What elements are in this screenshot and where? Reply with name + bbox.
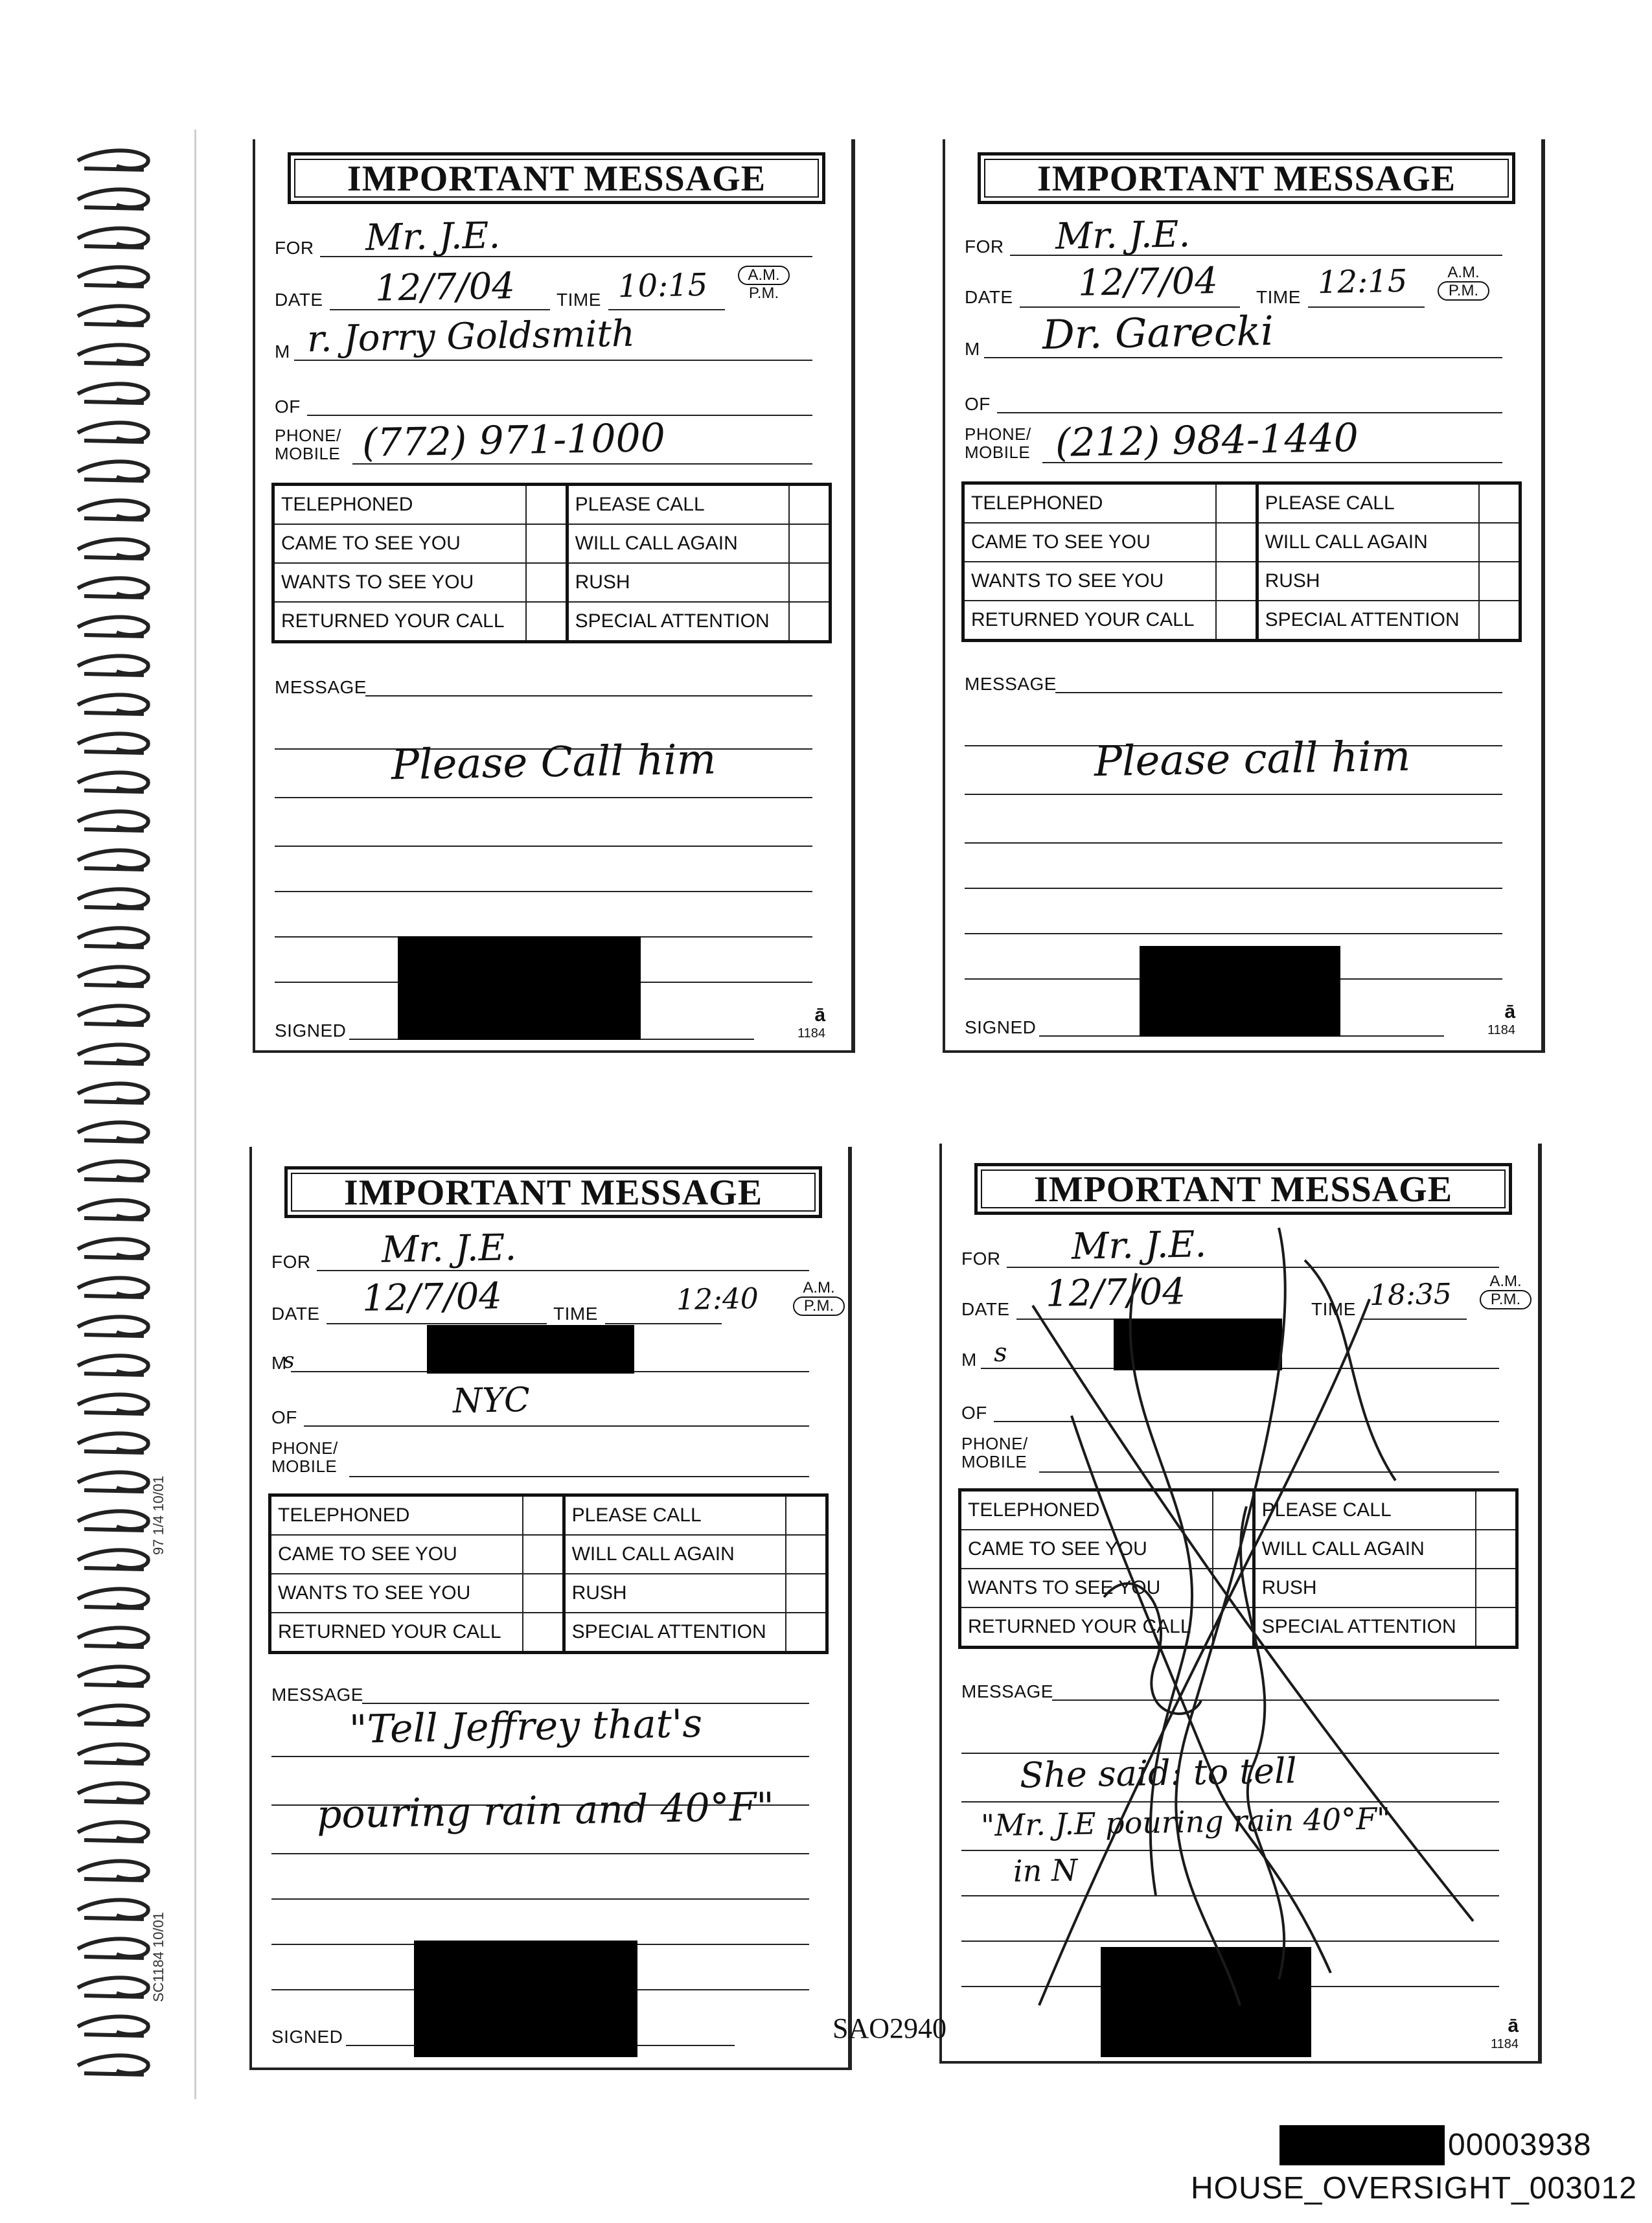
time-value: 12:15 <box>1317 262 1408 301</box>
spiral-coil <box>78 1861 148 1880</box>
redaction-box-name <box>427 1325 634 1374</box>
phone-label: PHONE/ <box>961 1434 1028 1453</box>
spiral-coil <box>78 500 148 520</box>
will-call-again-label: WILL CALL AGAIN <box>567 524 789 563</box>
form-logo-icon: ā <box>1508 2015 1519 2036</box>
wants-to-see-you-label: WANTS TO SEE YOU <box>273 563 526 602</box>
spiral-coil <box>78 1394 148 1414</box>
came-to-see-you-label: CAME TO SEE YOU <box>270 1535 523 1574</box>
for-label: FOR <box>961 1249 1001 1269</box>
please-call-label: PLEASE CALL <box>1254 1490 1476 1530</box>
phone-label: PHONE/ <box>275 426 341 445</box>
spiral-coil <box>78 1161 148 1181</box>
message-text-2: pouring rain and 40°F" <box>316 1784 775 1838</box>
redaction-box <box>1140 946 1340 1037</box>
slip-title: IMPORTANT MESSAGE <box>974 1163 1512 1215</box>
returned-your-call-label: RETURNED YOUR CALL <box>270 1613 523 1653</box>
spiral-coil <box>78 1550 148 1569</box>
am-label: A.M. <box>1489 1273 1522 1290</box>
spiral-coil <box>78 189 148 209</box>
side-print-form-code-2: 97 1/4 10/01 <box>150 1475 166 1555</box>
caller-name: r. Jorry Goldsmith <box>306 312 636 361</box>
for-label: FOR <box>271 1252 311 1272</box>
mobile-label: MOBILE <box>271 1457 338 1476</box>
special-attention-checkbox[interactable] <box>1479 601 1520 641</box>
form-number-text: 1184 <box>797 1026 825 1041</box>
date-value: 12/7/04 <box>1077 260 1219 305</box>
cross-out-scribble <box>942 1144 1538 2051</box>
redaction-box <box>398 936 641 1040</box>
spiral-coil <box>78 267 148 286</box>
came-to-see-you-checkbox[interactable] <box>1216 523 1257 562</box>
form-number <box>1476 1001 1515 1038</box>
spiral-coil <box>78 1705 148 1725</box>
redaction-box-footer <box>1279 2125 1445 2165</box>
returned-your-call-label: RETURNED YOUR CALL <box>963 601 1216 641</box>
am-pm-marker <box>1438 264 1489 301</box>
message-line-4 <box>275 846 812 847</box>
rush-checkbox[interactable] <box>1479 562 1520 601</box>
date-value: 12/7/04 <box>374 265 516 310</box>
spiral-coil <box>78 1666 148 1686</box>
special-attention-checkbox[interactable] <box>786 1613 827 1653</box>
m-label: M <box>271 1353 287 1373</box>
message-label: MESSAGE <box>961 1681 1053 1701</box>
wants-to-see-you-label: WANTS TO SEE YOU <box>270 1574 523 1613</box>
caller-name: Dr. Garecki <box>1042 306 1274 359</box>
message-slip-4 <box>939 1144 1542 2064</box>
special-attention-label: SPECIAL ATTENTION <box>1254 1607 1476 1648</box>
spiral-coil <box>78 928 148 947</box>
slip-title: IMPORTANT MESSAGE <box>288 152 825 204</box>
rush-checkbox[interactable] <box>789 563 831 602</box>
pm-label: P.M. <box>793 1296 845 1316</box>
am-label: A.M. <box>738 266 790 285</box>
spiral-coil <box>78 1900 148 1919</box>
message-line-2 <box>271 1756 809 1757</box>
of-line <box>307 415 812 416</box>
message-line-4 <box>965 842 1502 844</box>
rush-checkbox[interactable] <box>786 1574 827 1613</box>
message-line-1 <box>1055 692 1502 693</box>
phone-label: PHONE/ <box>271 1438 338 1458</box>
phone-label: PHONE/ <box>965 424 1031 444</box>
telephoned-checkbox[interactable] <box>1216 483 1257 524</box>
caller-name-prefix: s <box>993 1337 1007 1368</box>
special-attention-label: SPECIAL ATTENTION <box>1257 601 1479 641</box>
please-call-label: PLEASE CALL <box>567 485 789 525</box>
spiral-coil <box>78 772 148 792</box>
message-line-4 <box>271 1853 809 1854</box>
spiral-coil <box>78 1239 148 1258</box>
date-label: DATE <box>961 1299 1010 1319</box>
telephoned-label: TELEPHONED <box>960 1490 1213 1530</box>
rush-label: RUSH <box>564 1574 786 1613</box>
date-label: DATE <box>275 290 323 310</box>
m-label: M <box>965 339 980 359</box>
message-text-2: "Mr. J.E pouring rain 40°F" <box>980 1801 1391 1843</box>
message-slip-1 <box>253 139 855 1053</box>
will-call-again-checkbox[interactable] <box>789 524 831 563</box>
mobile-label: MOBILE <box>965 443 1031 462</box>
please-call-label: PLEASE CALL <box>1257 483 1479 524</box>
wants-to-see-you-label: WANTS TO SEE YOU <box>963 562 1216 601</box>
form-number-text: 1184 <box>1487 1023 1515 1037</box>
will-call-again-label: WILL CALL AGAIN <box>564 1535 786 1574</box>
wants-to-see-you-checkbox[interactable] <box>523 1574 564 1613</box>
signed-label: SIGNED <box>275 1020 347 1041</box>
telephoned-label: TELEPHONED <box>273 485 526 525</box>
for-value: Mr. J.E. <box>381 1227 517 1271</box>
of-line <box>997 412 1502 413</box>
checkbox-table <box>268 1493 829 1654</box>
spiral-coil <box>78 461 148 481</box>
caller-name-prefix: s <box>282 1347 295 1374</box>
returned-your-call-label: RETURNED YOUR CALL <box>960 1607 1213 1648</box>
rush-label: RUSH <box>1254 1569 1476 1607</box>
pm-label: P.M. <box>1480 1290 1532 1309</box>
pm-label: P.M. <box>748 284 779 302</box>
spiral-coil <box>78 850 148 870</box>
spiral-coil <box>78 617 148 636</box>
of-line <box>304 1425 809 1427</box>
spiral-coil <box>78 1044 148 1064</box>
date-value: 12/7/04 <box>1045 1271 1186 1315</box>
message-label: MESSAGE <box>275 677 367 697</box>
of-label: OF <box>271 1407 297 1427</box>
spiral-coil <box>78 1083 148 1103</box>
time-value: 10:15 <box>617 266 708 305</box>
spiral-coil <box>78 1122 148 1142</box>
please-call-checkbox[interactable] <box>789 485 831 525</box>
message-line-3 <box>965 794 1502 795</box>
spiral-coil <box>78 306 148 325</box>
wants-to-see-you-checkbox[interactable] <box>1216 562 1257 601</box>
please-call-checkbox[interactable] <box>1479 483 1520 524</box>
spiral-coil <box>78 1317 148 1336</box>
signed-label: SIGNED <box>271 2027 343 2047</box>
spiral-coil <box>78 1355 148 1375</box>
message-label: MESSAGE <box>271 1685 363 1705</box>
time-line <box>608 309 725 310</box>
telephoned-checkbox[interactable] <box>526 485 568 525</box>
signed-label: SIGNED <box>965 1017 1037 1037</box>
spiral-coil <box>78 1783 148 1803</box>
wants-to-see-you-checkbox[interactable] <box>526 563 568 602</box>
spiral-coil <box>78 733 148 753</box>
form-logo-icon: ā <box>1504 1001 1515 1022</box>
message-line-1 <box>365 695 812 697</box>
wants-to-see-you-label: WANTS TO SEE YOU <box>960 1569 1213 1607</box>
for-value: Mr. J.E. <box>1055 213 1191 258</box>
message-line-5 <box>271 1898 809 1900</box>
date-label: DATE <box>271 1304 320 1324</box>
for-label: FOR <box>965 236 1004 257</box>
form-number <box>786 1004 825 1041</box>
house-oversight-id: HOUSE_OVERSIGHT_003012 <box>1191 2171 1637 2206</box>
spiral-coil <box>78 811 148 831</box>
spiral-coil <box>78 1278 148 1297</box>
spiral-coil <box>78 1822 148 1841</box>
spiral-coil <box>78 967 148 986</box>
mobile-label: MOBILE <box>961 1452 1027 1471</box>
spiral-coil <box>78 1977 148 1997</box>
checkbox-table <box>961 481 1522 642</box>
spiral-coil <box>78 1589 148 1608</box>
date-label: DATE <box>965 287 1013 307</box>
spiral-coil <box>78 1744 148 1764</box>
for-value: Mr. J.E. <box>1071 1223 1207 1268</box>
side-print-form-code: SC1184 10/01 <box>150 1911 166 2002</box>
page-edge-line <box>194 130 196 2099</box>
special-attention-label: SPECIAL ATTENTION <box>564 1613 786 1653</box>
telephoned-label: TELEPHONED <box>963 483 1216 524</box>
spiral-coil <box>78 2016 148 2036</box>
message-label: MESSAGE <box>965 674 1057 694</box>
returned-your-call-checkbox[interactable] <box>523 1613 564 1653</box>
mobile-label: MOBILE <box>275 444 341 463</box>
of-label: OF <box>965 394 991 414</box>
spiral-coil <box>78 1200 148 1219</box>
message-slip-2 <box>943 139 1545 1053</box>
am-pm-marker <box>738 266 790 302</box>
spiral-coil <box>78 384 148 403</box>
time-label: TIME <box>556 290 601 310</box>
message-line-5 <box>965 888 1502 889</box>
came-to-see-you-label: CAME TO SEE YOU <box>960 1530 1213 1569</box>
slip-title: IMPORTANT MESSAGE <box>284 1166 822 1218</box>
returned-your-call-checkbox[interactable] <box>526 602 568 642</box>
m-label: M <box>275 341 290 362</box>
am-label: A.M. <box>803 1279 835 1296</box>
message-line-3 <box>275 797 812 798</box>
spiral-coil <box>78 228 148 248</box>
will-call-again-label: WILL CALL AGAIN <box>1254 1530 1476 1569</box>
for-value: Mr. J.E. <box>365 214 501 259</box>
date-line <box>330 309 550 310</box>
spiral-coil <box>78 1628 148 1647</box>
am-label: A.M. <box>1447 264 1480 281</box>
spiral-coil <box>78 1939 148 1958</box>
date-value: 12/7/04 <box>361 1275 503 1320</box>
time-line <box>605 1323 722 1324</box>
returned-your-call-checkbox[interactable] <box>1216 601 1257 641</box>
spiral-binding <box>71 143 155 2099</box>
message-text-1: She said: to tell <box>1019 1750 1298 1796</box>
message-slip-3 <box>249 1147 852 2070</box>
returned-your-call-label: RETURNED YOUR CALL <box>273 602 526 642</box>
will-call-again-label: WILL CALL AGAIN <box>1257 523 1479 562</box>
m-label: M <box>961 1350 977 1370</box>
phone-line <box>349 1476 809 1477</box>
of-label: OF <box>275 397 301 417</box>
telephoned-checkbox[interactable] <box>523 1495 564 1536</box>
spiral-coil <box>78 1472 148 1492</box>
came-to-see-you-label: CAME TO SEE YOU <box>963 523 1216 562</box>
time-label: TIME <box>553 1304 598 1324</box>
time-line <box>1308 306 1425 308</box>
spiral-coil <box>78 150 148 170</box>
time-label: TIME <box>1256 287 1301 307</box>
m-line <box>294 360 812 361</box>
message-text-3: in N <box>1013 1852 1078 1889</box>
phone-value: (212) 984-1440 <box>1055 415 1359 466</box>
spiral-coil <box>78 2055 148 2075</box>
special-attention-checkbox[interactable] <box>789 602 831 642</box>
spiral-coil <box>78 578 148 597</box>
form-number-text: 1184 <box>1490 2037 1519 2051</box>
came-to-see-you-label: CAME TO SEE YOU <box>273 524 526 563</box>
time-value: 12:40 <box>676 1282 759 1317</box>
spiral-coil <box>78 1511 148 1530</box>
time-value: 18:35 <box>1369 1277 1452 1313</box>
of-label: OF <box>961 1403 987 1423</box>
message-text-1: "Tell Jeffrey that's <box>349 1701 703 1753</box>
message-text-1: Please Call him <box>391 735 717 790</box>
bates-number: 00003938 <box>1448 2128 1592 2162</box>
spiral-coil <box>78 1433 148 1453</box>
will-call-again-checkbox[interactable] <box>1479 523 1520 562</box>
special-attention-label: SPECIAL ATTENTION <box>567 602 789 642</box>
telephoned-label: TELEPHONED <box>270 1495 523 1536</box>
form-logo-icon: ā <box>814 1004 825 1026</box>
came-to-see-you-checkbox[interactable] <box>523 1535 564 1574</box>
spiral-coil <box>78 695 148 714</box>
spiral-coil <box>78 345 148 364</box>
came-to-see-you-checkbox[interactable] <box>526 524 568 563</box>
message-line-6 <box>965 933 1502 934</box>
time-label: TIME <box>1311 1299 1356 1319</box>
am-pm-marker <box>793 1280 845 1316</box>
spiral-coil <box>78 889 148 908</box>
redaction-box <box>414 1941 637 2057</box>
will-call-again-checkbox[interactable] <box>786 1535 827 1574</box>
center-stamp: SAO2940 <box>832 2012 947 2044</box>
for-label: FOR <box>275 238 314 258</box>
date-line <box>327 1323 547 1324</box>
of-value: NYC <box>452 1380 531 1422</box>
please-call-label: PLEASE CALL <box>564 1495 786 1536</box>
spiral-coil <box>78 1006 148 1025</box>
spiral-coil <box>78 422 148 442</box>
rush-label: RUSH <box>1257 562 1479 601</box>
pm-label: P.M. <box>1438 281 1489 301</box>
message-text-1: Please call him <box>1094 732 1411 787</box>
rush-label: RUSH <box>567 563 789 602</box>
checkbox-table <box>271 483 832 643</box>
spiral-coil <box>78 656 148 675</box>
please-call-checkbox[interactable] <box>786 1495 827 1536</box>
message-line-5 <box>275 891 812 892</box>
spiral-coil <box>78 539 148 559</box>
slip-title: IMPORTANT MESSAGE <box>978 152 1515 204</box>
phone-value: (772) 971-1000 <box>361 415 666 466</box>
